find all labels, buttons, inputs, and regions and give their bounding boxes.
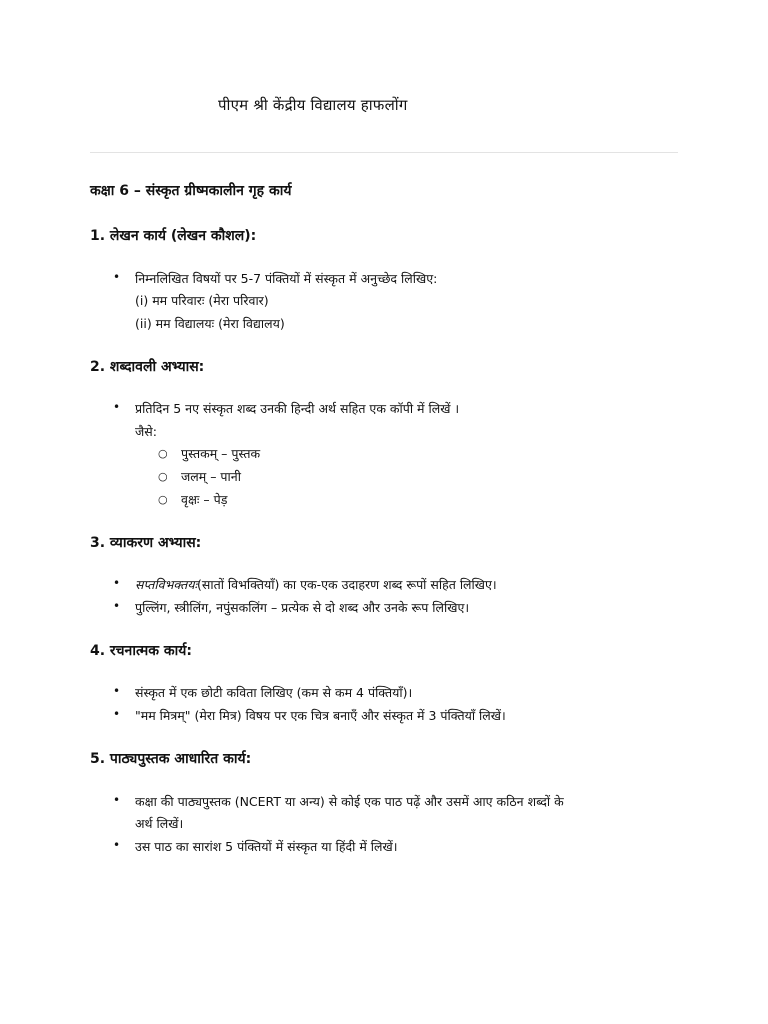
example-label: जैसे: — [135, 424, 157, 439]
document-title: कक्षा 6 – संस्कृत ग्रीष्मकालीन गृह कार्य — [90, 183, 292, 199]
sub-item: (i) मम परिवारः (मेरा परिवार) — [135, 293, 269, 308]
list-item: संस्कृत में एक छोटी कविता लिखिए (कम से कम 4 पंक्तियाँ)। — [135, 685, 413, 700]
section-heading-5: 5. पाठ्यपुस्तक आधारित कार्य: — [90, 751, 252, 767]
list-item: निम्नलिखित विषयों पर 5-7 पंक्तियों में संस्कृत में अनुच्छेद लिखिए: — [135, 271, 438, 286]
bullet-icon: • — [113, 576, 121, 590]
example-item: जलम् – पानी — [181, 469, 241, 484]
sub-item: (ii) मम विद्यालयः (मेरा विद्यालय) — [135, 316, 285, 331]
list-item: पुल्लिंग, स्त्रीलिंग, नपुंसकलिंग – प्रत्येक से दो शब्द और उनके रूप लिखिए। — [135, 600, 470, 615]
bullet-icon: • — [113, 838, 121, 852]
bullet-icon: • — [113, 270, 121, 284]
list-item-continuation: अर्थ लिखें। — [135, 816, 184, 831]
circle-bullet-icon: ○ — [158, 493, 168, 506]
list-item: प्रतिदिन 5 नए संस्कृत शब्द उनकी हिन्दी अर्थ सहित एक कॉपी में लिखें । — [135, 401, 460, 416]
list-item: "मम मित्रम्" (मेरा मित्र) विषय पर एक चित्र बनाएँ और संस्कृत में 3 पंक्तियाँ लिखें। — [135, 708, 506, 723]
list-item-text: (सातों विभक्तियाँ) का एक-एक उदाहरण शब्द रूपों सहित लिखिए। — [197, 577, 497, 592]
bullet-icon: • — [113, 599, 121, 613]
list-item: उस पाठ का सारांश 5 पंक्तियों में संस्कृत या हिंदी में लिखें। — [135, 839, 398, 854]
example-item: वृक्षः – पेड़ — [181, 492, 228, 507]
school-name: पीएम श्री केंद्रीय विद्यालय हाफलोंग — [218, 96, 408, 114]
circle-bullet-icon: ○ — [158, 447, 168, 460]
italic-term: सप्तविभक्तयः — [135, 577, 198, 592]
section-heading-1: 1. लेखन कार्य (लेखन कौशल): — [90, 228, 257, 244]
section-heading-3: 3. व्याकरण अभ्यास: — [90, 535, 202, 551]
bullet-icon: • — [113, 793, 121, 807]
bullet-icon: • — [113, 684, 121, 698]
circle-bullet-icon: ○ — [158, 470, 168, 483]
section-heading-2: 2. शब्दावली अभ्यास: — [90, 359, 205, 375]
list-item: कक्षा की पाठ्यपुस्तक (NCERT या अन्य) से कोई एक पाठ पढ़ें और उसमें आए कठिन शब्दों के — [135, 794, 564, 809]
section-heading-4: 4. रचनात्मक कार्य: — [90, 643, 192, 659]
bullet-icon: • — [113, 707, 121, 721]
divider — [90, 152, 678, 153]
example-item: पुस्तकम् – पुस्तक — [181, 446, 261, 461]
list-item — [135, 576, 497, 593]
bullet-icon: • — [113, 400, 121, 414]
